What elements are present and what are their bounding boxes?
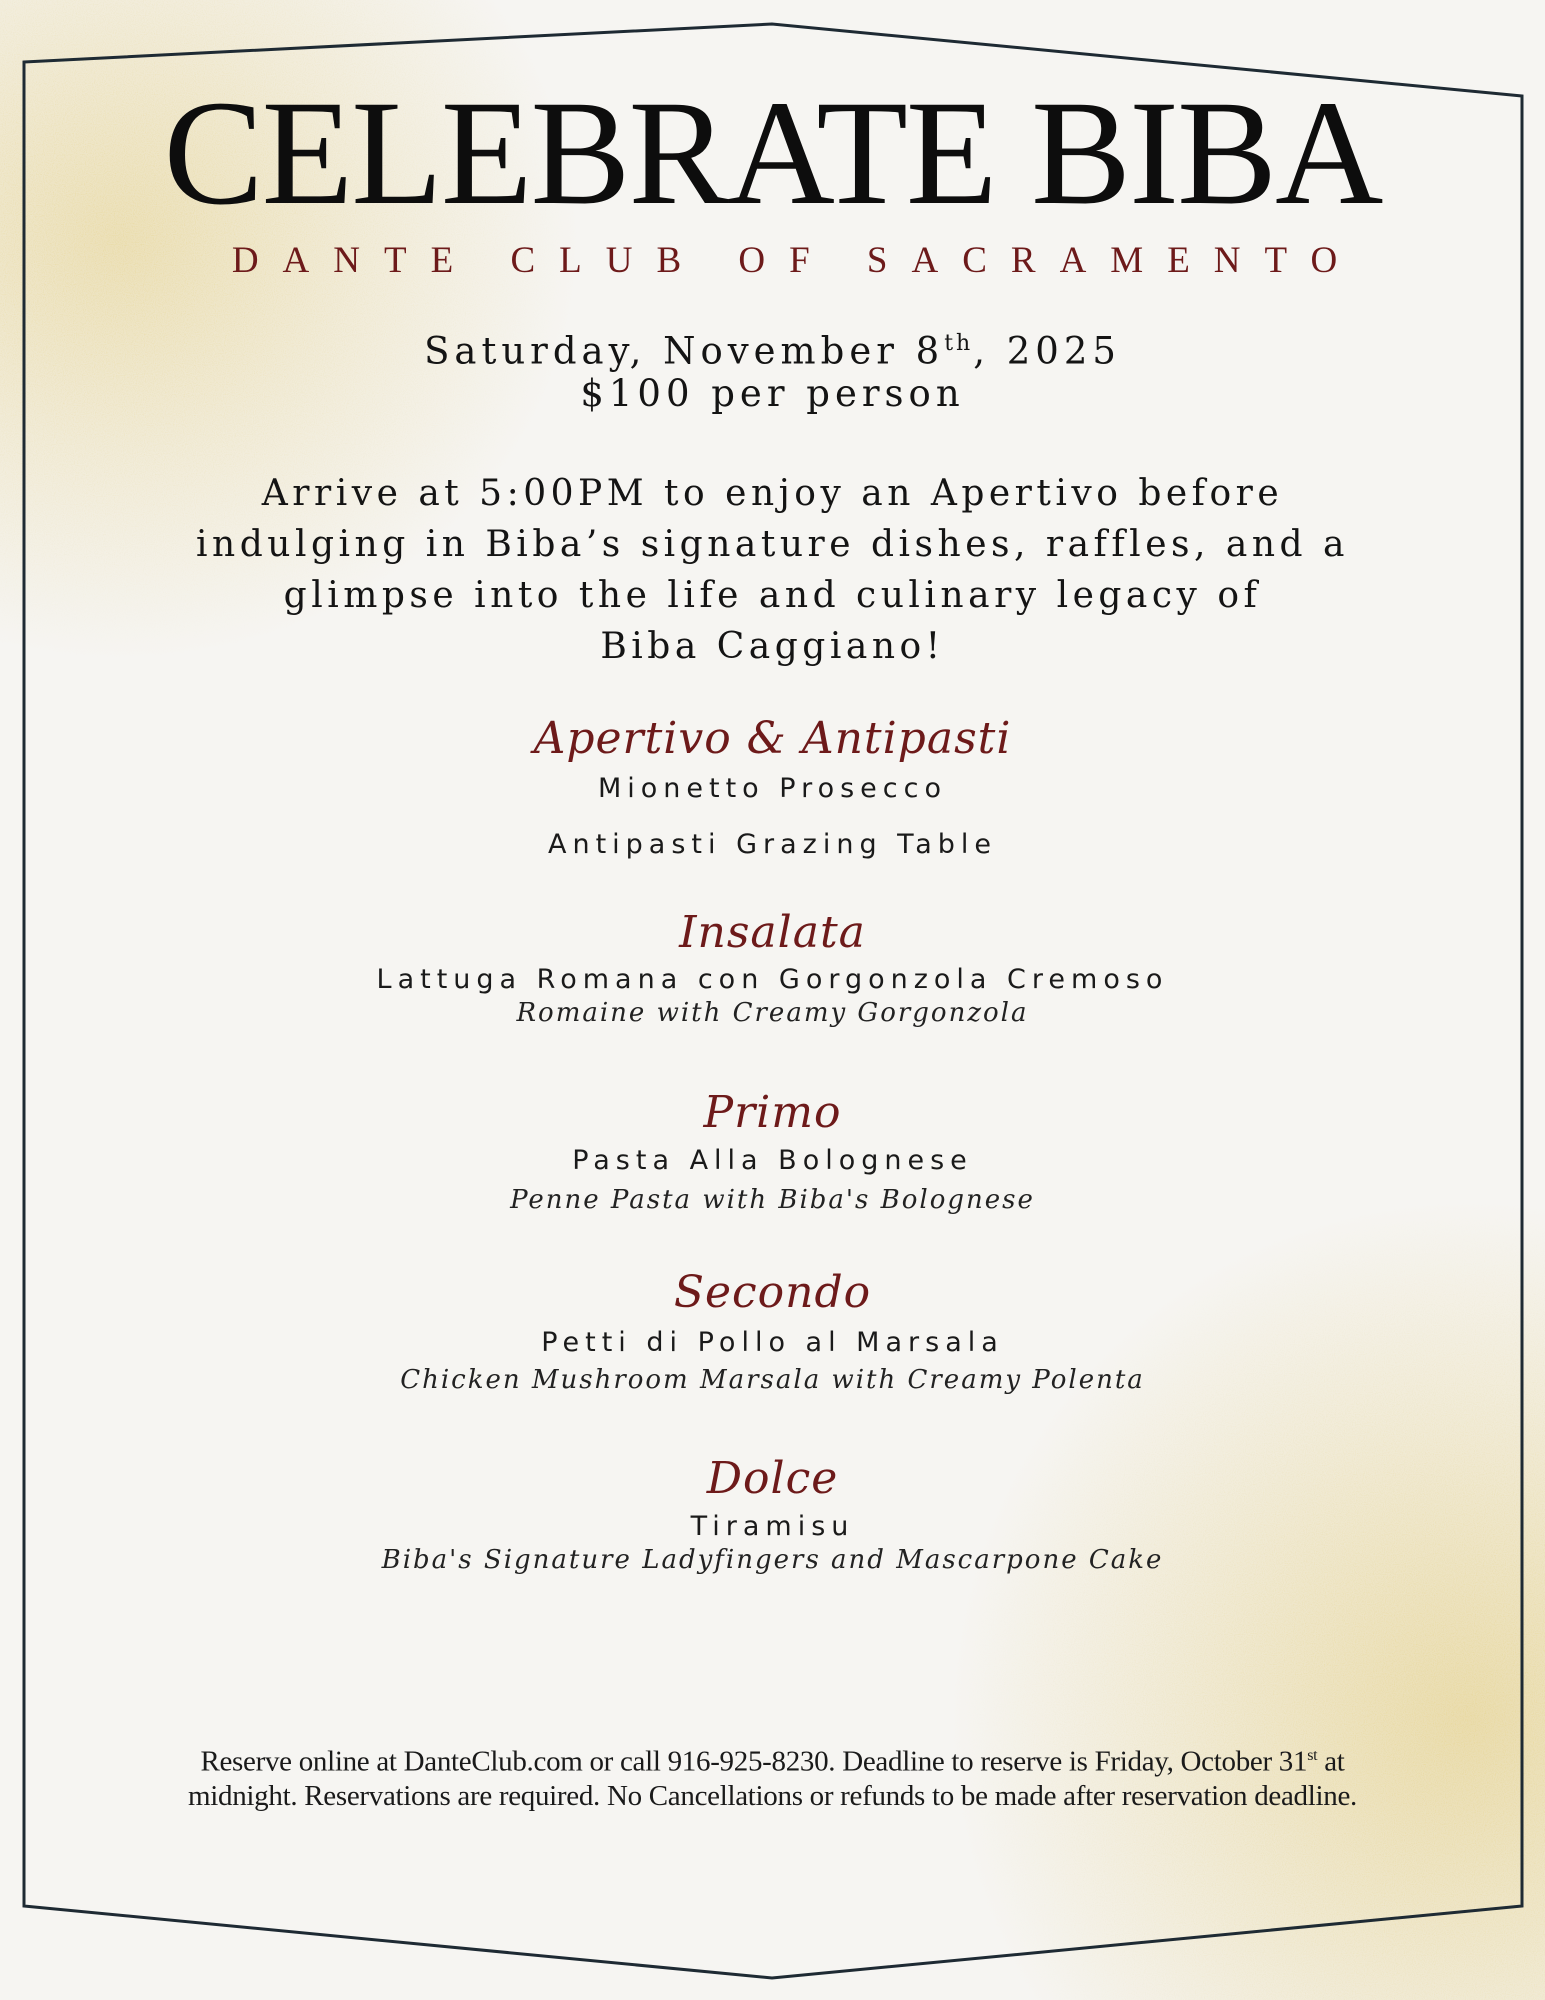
course-heading-secondo: Secondo (673, 1267, 872, 1318)
menu-item: Mionetto Prosecco (597, 773, 948, 804)
reservation-info-line (0, 1736, 1545, 1782)
menu-item-description: Biba's Signature Ladyfingers and Mascarpone Cake (381, 1545, 1164, 1575)
menu-item: Petti di Pollo al Marsala (541, 1327, 1004, 1358)
reservation-info-ordinal: st (1307, 1747, 1318, 1764)
reservation-policy-line: midnight. Reservations are required. No Cancellations or refunds to be made after reservation deadline. (188, 1780, 1357, 1812)
menu-item: Lattuga Romana con Gorgonzola Cremoso (376, 964, 1169, 995)
intro-text-line: Arrive at 5:00PM to enjoy an Apertivo before (261, 473, 1284, 514)
intro-text-line: indulging in Biba’s signature dishes, raffles, and a (196, 524, 1349, 565)
event-date-main: Saturday, November 8 (424, 329, 945, 373)
event-date-year: , 2025 (973, 329, 1121, 373)
menu-item-description: Chicken Mushroom Marsala with Creamy Polenta (400, 1365, 1145, 1395)
menu-item-description: Penne Pasta with Biba's Bolognese (510, 1185, 1035, 1215)
course-heading-primo: Primo (703, 1087, 842, 1138)
event-price: $100 per person (580, 372, 965, 415)
page-title: CELEBRATE BIBA (163, 70, 1382, 236)
menu-item: Tiramisu (690, 1511, 855, 1542)
organization-name: DANTE CLUB OF SACRAMENTO (231, 240, 1362, 281)
course-heading-dolce: Dolce (706, 1453, 839, 1504)
reservation-info-text: Reserve online at DanteClub.com or call 916-925-8230. Deadline to reserve is Friday, October 31 (200, 1745, 1308, 1778)
reservation-info-text-end: at (1317, 1745, 1345, 1778)
menu-item: Antipasti Grazing Table (548, 829, 997, 860)
event-date (0, 322, 1545, 373)
menu-item: Pasta Alla Bolognese (572, 1145, 973, 1176)
course-heading-insalata: Insalata (679, 907, 866, 958)
menu-item-description: Romaine with Creamy Gorgonzola (516, 998, 1029, 1028)
event-date-ordinal: th (944, 331, 974, 356)
intro-text-line: glimpse into the life and culinary legacy of (283, 575, 1262, 616)
course-heading-apertivo: Apertivo & Antipasti (533, 713, 1012, 764)
intro-text-line: Biba Caggiano! (600, 626, 945, 667)
